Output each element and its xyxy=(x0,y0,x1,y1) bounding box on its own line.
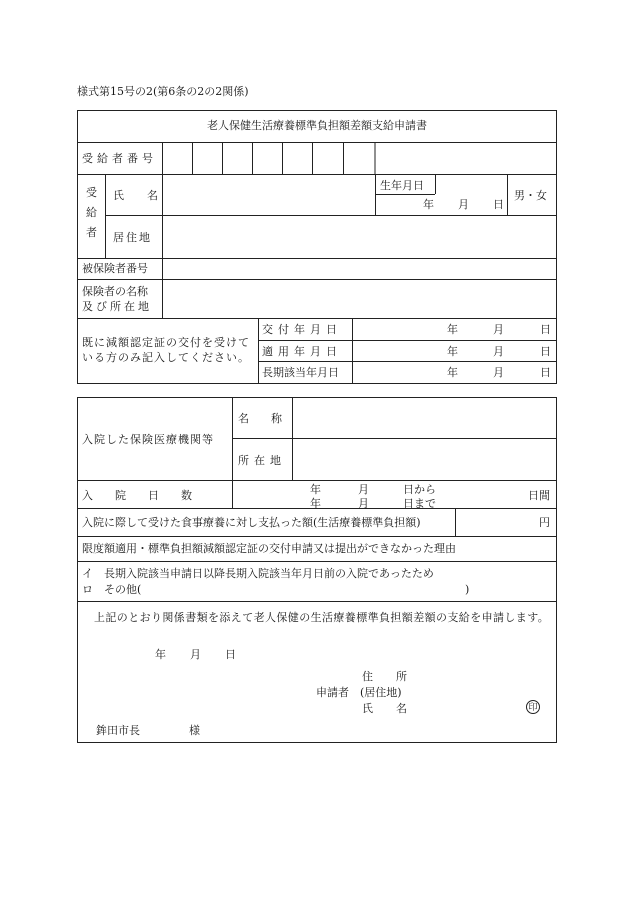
admission-to-year: 年 xyxy=(310,497,321,510)
date-year: 年 xyxy=(155,648,166,661)
dob-day: 日 xyxy=(493,198,504,211)
issue-date-month: 月 xyxy=(493,323,504,336)
long-term-date-month: 月 xyxy=(493,366,504,379)
dob-month: 月 xyxy=(458,198,469,211)
honorific: 様 xyxy=(189,724,200,737)
recipient-number-cells[interactable] xyxy=(163,143,343,174)
recipient-group-char-3: 者 xyxy=(86,226,97,239)
reason-option-ro-close: ) xyxy=(465,583,470,596)
apply-date-month: 月 xyxy=(493,345,504,358)
date-day: 日 xyxy=(225,648,236,661)
long-term-date-day: 日 xyxy=(540,366,551,379)
declaration-text: 上記のとおり関係書類を添えて老人保健の生活療養標準負担額差額の支給を申請します。 xyxy=(94,611,550,624)
meal-cost-unit: 円 xyxy=(539,516,550,529)
applicant-label: 申請者 xyxy=(316,686,349,699)
insurer-field[interactable] xyxy=(163,280,556,318)
apply-date-day: 日 xyxy=(540,345,551,358)
applicant-residence-label: (居住地) xyxy=(360,686,402,699)
dob-year: 年 xyxy=(423,198,434,211)
admission-days-label: 入 院 日 数 xyxy=(82,489,192,502)
admission-to-month: 月 xyxy=(358,497,369,510)
hospital-name-label: 名 称 xyxy=(238,412,282,425)
sex-options[interactable]: 男・女 xyxy=(514,189,547,202)
certificate-note-line2: いる方のみ記入してください。 xyxy=(82,351,250,364)
hospital-label: 入院した保険医療機関等 xyxy=(82,433,214,446)
long-term-date-year: 年 xyxy=(447,366,458,379)
form-code: 様式第15号の2(第6条の2の2関係) xyxy=(77,85,249,98)
hospital-address-field[interactable] xyxy=(293,439,556,480)
reason-option-ro[interactable]: ロ その他( xyxy=(82,583,142,596)
admission-from-month: 月 xyxy=(358,483,369,496)
applicant-address-label: 住 所 xyxy=(362,670,413,683)
apply-date-year: 年 xyxy=(447,345,458,358)
issue-date-label: 交付年月日 xyxy=(262,323,342,336)
name-label: 氏 名 xyxy=(113,189,164,202)
admission-to-suffix: 日まで xyxy=(403,497,436,510)
meal-cost-label: 入院に際して受けた食事療養に対し支払った額(生活療養標準負担額) xyxy=(82,516,421,529)
recipient-group-char-1: 受 xyxy=(86,186,97,199)
applicant-name-label: 氏 名 xyxy=(362,702,413,715)
insured-number-field[interactable] xyxy=(163,259,556,279)
hospital-address-label: 所在地 xyxy=(238,454,286,467)
seal-mark: 印 xyxy=(526,700,540,714)
admission-days-suffix: 日間 xyxy=(528,489,550,502)
addressee: 鉾田市長 xyxy=(96,724,140,737)
name-field[interactable] xyxy=(163,175,375,215)
insurer-label-line1: 保険者の名称 xyxy=(82,285,148,298)
insurer-label-line2: 及び所在地 xyxy=(82,300,152,313)
issue-date-year: 年 xyxy=(447,323,458,336)
meal-cost-field[interactable] xyxy=(456,509,536,536)
issue-date-day: 日 xyxy=(540,323,551,336)
certificate-note-line1: 既に減額認定証の交付を受けて xyxy=(82,336,250,349)
reason-option-i[interactable]: イ 長期入院該当申請日以降長期入院該当年月日前の入院であったため xyxy=(82,567,434,580)
address-label: 居住地 xyxy=(113,231,152,244)
date-month: 月 xyxy=(190,648,201,661)
hospital-name-field[interactable] xyxy=(293,398,556,438)
recipient-number-label: 受給者番号 xyxy=(82,152,157,165)
admission-from-year: 年 xyxy=(310,483,321,496)
address-field[interactable] xyxy=(163,216,556,258)
dob-label: 生年月日 xyxy=(380,179,424,192)
admission-from-suffix: 日から xyxy=(403,483,436,496)
long-term-date-label: 長期該当年月日 xyxy=(262,366,339,379)
reason-label: 限度額適用・標準負担額減額認定証の交付申請又は提出ができなかった理由 xyxy=(82,542,456,555)
apply-date-label: 適用年月日 xyxy=(262,345,342,358)
insured-number-label: 被保険者番号 xyxy=(82,262,148,275)
form-title: 老人保健生活療養標準負担額差額支給申請書 xyxy=(207,119,427,132)
recipient-group-char-2: 給 xyxy=(86,206,97,219)
